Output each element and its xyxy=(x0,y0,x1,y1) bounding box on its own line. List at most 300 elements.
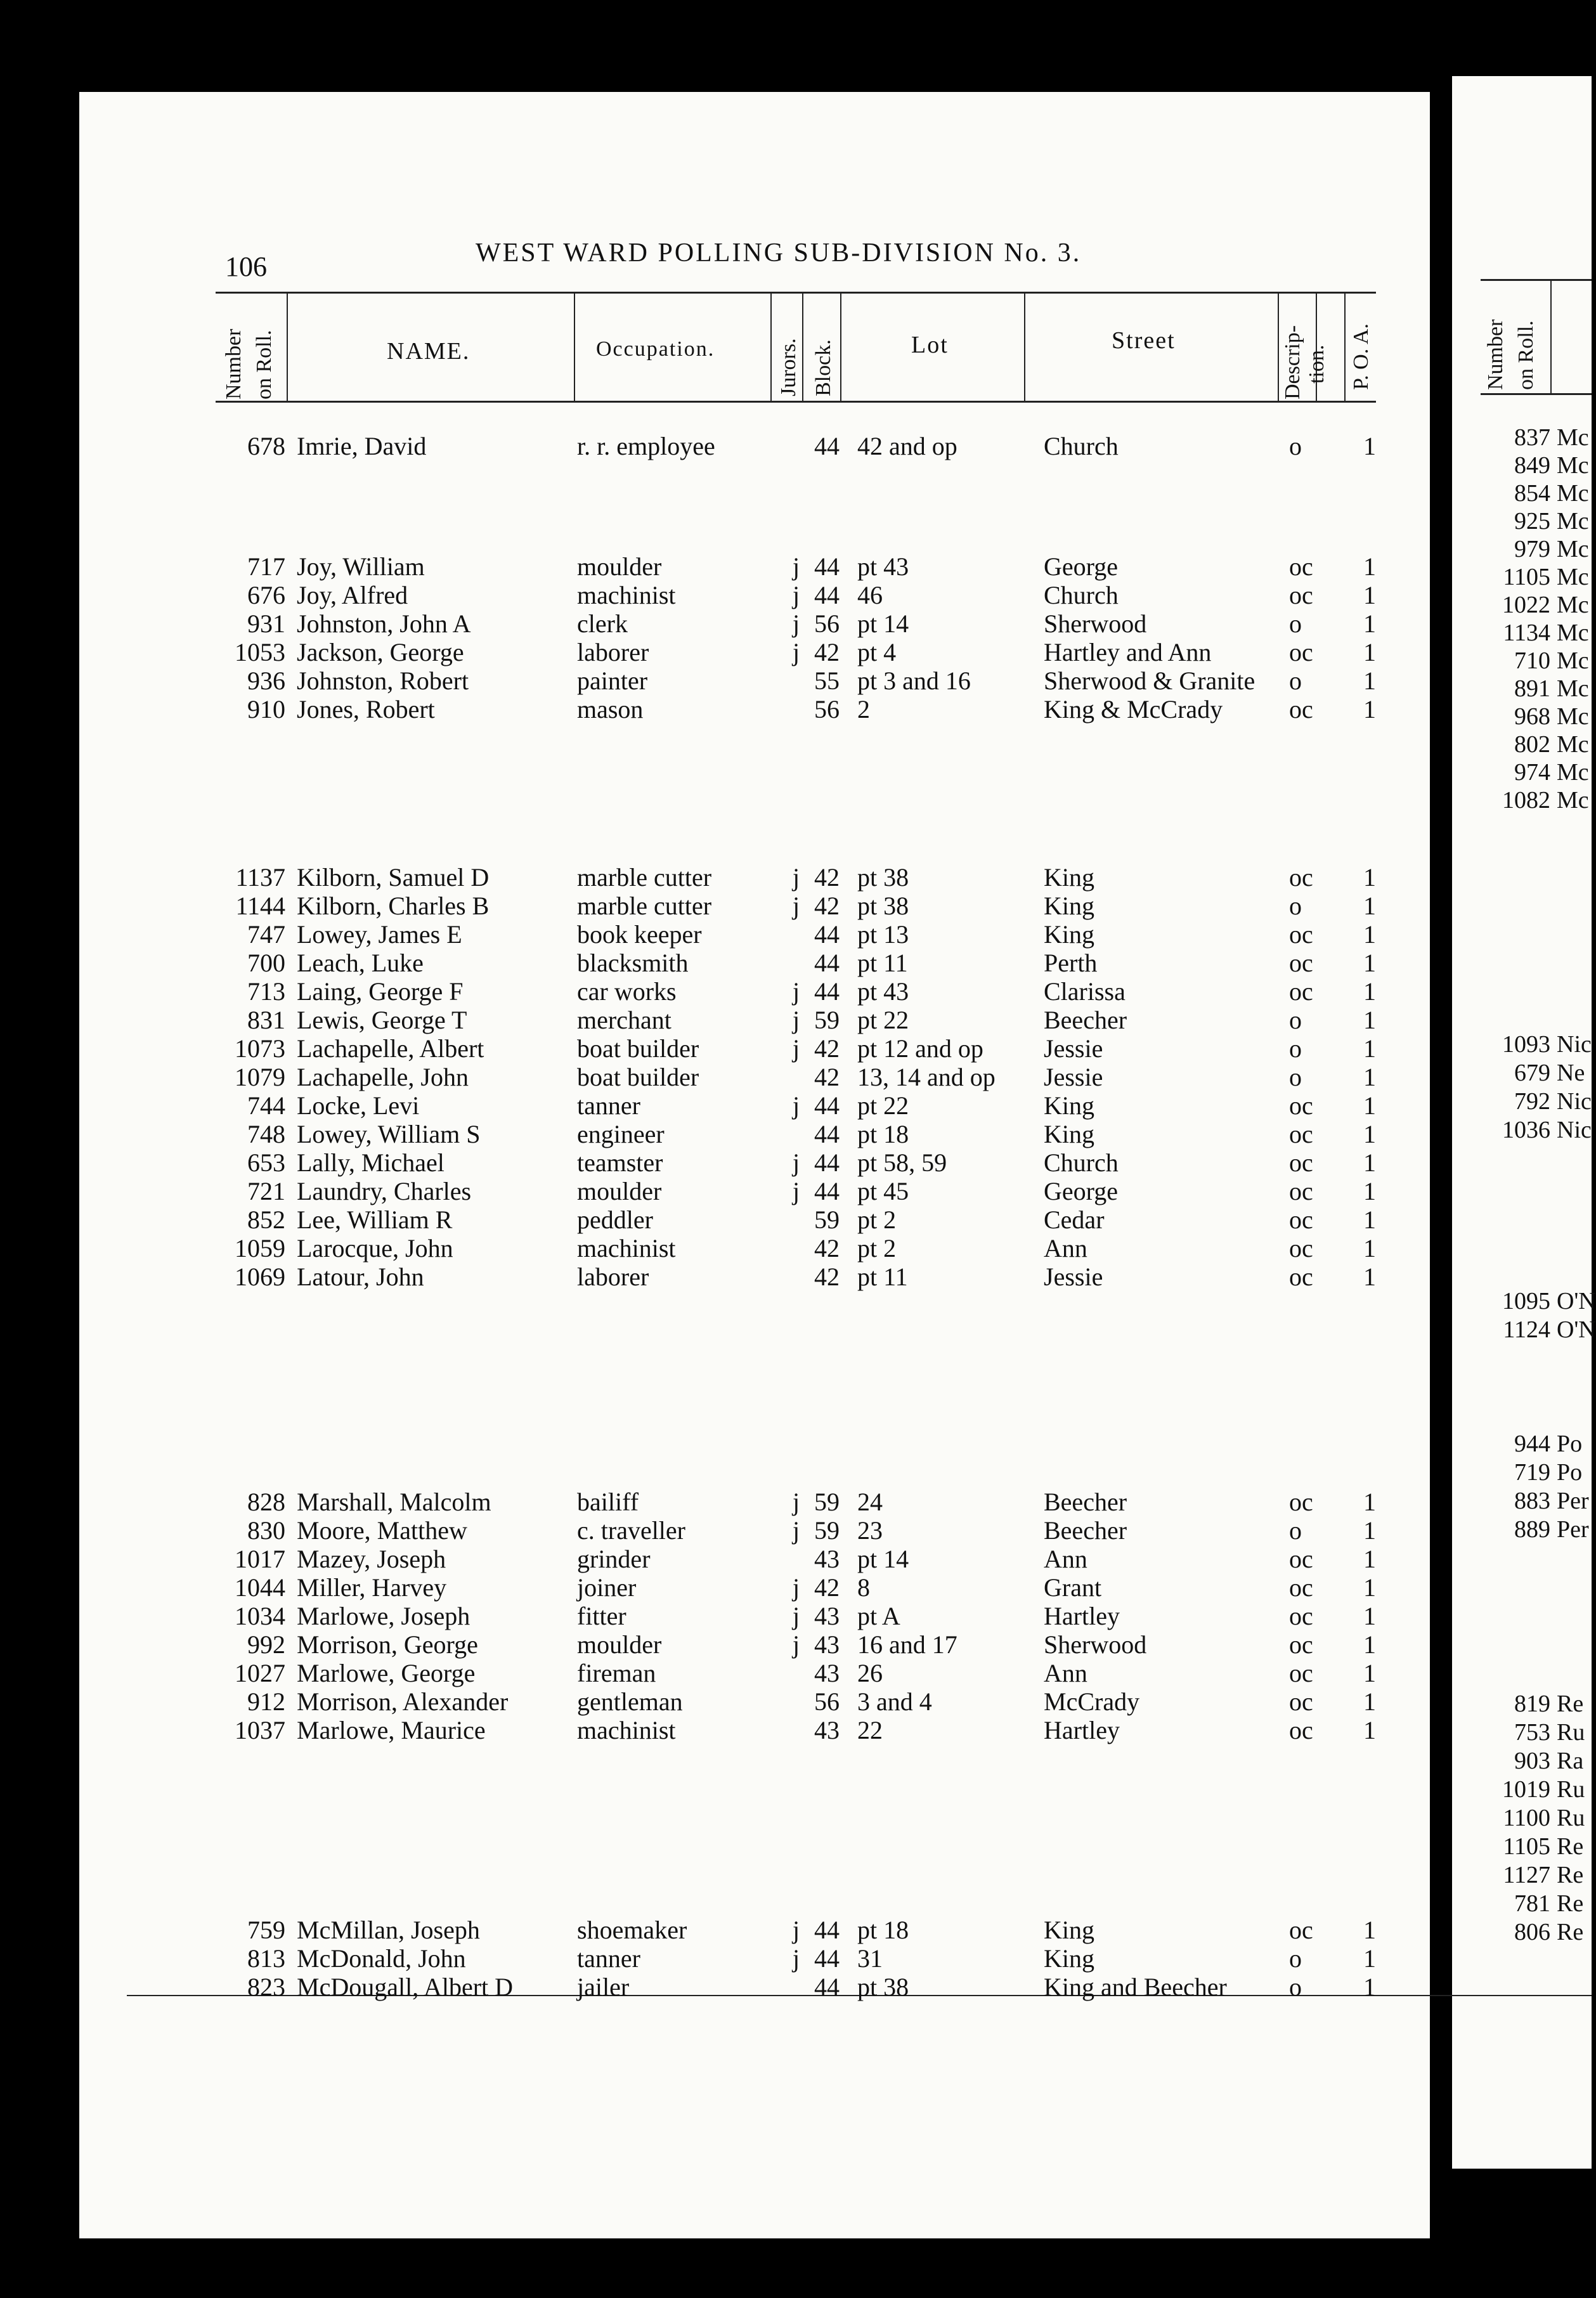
cell-blk: 44 xyxy=(814,1091,840,1120)
cell-num: 747 xyxy=(247,920,285,949)
cell-occ: peddler xyxy=(577,1205,653,1234)
cell-jur: j xyxy=(793,1034,800,1063)
cell-lot: pt 18 xyxy=(857,1120,909,1148)
cell-num: 910 xyxy=(247,695,285,724)
cell-street: King and Beecher xyxy=(1044,1973,1227,2001)
cell-poa: 1 xyxy=(1363,695,1376,724)
cell-occ: boat builder xyxy=(577,1034,699,1063)
cell-name: Jones, Robert xyxy=(297,695,435,724)
right-entry-name: Re xyxy=(1557,1833,1584,1860)
cell-blk: 56 xyxy=(814,695,840,724)
header-poa: P. O. A. xyxy=(1349,323,1373,390)
cell-occ: moulder xyxy=(577,1177,662,1205)
cell-street: Ann xyxy=(1044,1545,1087,1573)
cell-name: Mazey, Joseph xyxy=(297,1545,446,1573)
right-entry-number: 679 xyxy=(1514,1060,1550,1086)
right-entry-number: 889 xyxy=(1514,1516,1550,1543)
cell-num: 813 xyxy=(247,1944,285,1973)
cell-desc: o xyxy=(1289,1973,1302,2001)
cell-blk: 44 xyxy=(814,552,840,581)
cell-lot: 24 xyxy=(857,1488,883,1516)
cell-poa: 1 xyxy=(1363,1973,1376,2001)
cell-desc: o xyxy=(1289,432,1302,460)
cell-blk: 43 xyxy=(814,1659,840,1687)
table-row xyxy=(0,1176,1382,1205)
header-street: Street xyxy=(1112,327,1176,354)
cell-lot: 2 xyxy=(857,695,870,724)
cell-jur: j xyxy=(793,581,800,609)
table-row xyxy=(0,977,1382,1006)
cell-blk: 43 xyxy=(814,1716,840,1744)
cell-occ: fitter xyxy=(577,1602,626,1630)
right-entry-name: Mc xyxy=(1557,452,1589,479)
header-bottom-rule xyxy=(216,401,1376,403)
cell-poa: 1 xyxy=(1363,1263,1376,1291)
cell-lot: pt 11 xyxy=(857,949,908,977)
cell-street: George xyxy=(1044,1177,1118,1205)
cell-poa: 1 xyxy=(1363,892,1376,920)
cell-poa: 1 xyxy=(1363,1716,1376,1744)
right-entry-name: Mc xyxy=(1557,787,1589,814)
header-jurors: Jurors. xyxy=(777,338,800,396)
cell-num: 713 xyxy=(247,977,285,1006)
right-entry-name: Mc xyxy=(1557,620,1589,646)
cell-desc: o xyxy=(1289,1006,1302,1034)
cell-desc: oc xyxy=(1289,949,1313,977)
cell-lot: pt 45 xyxy=(857,1177,909,1205)
right-entry-number: 1134 xyxy=(1503,620,1550,646)
cell-poa: 1 xyxy=(1363,1091,1376,1120)
right-entry-name: Nic xyxy=(1557,1117,1592,1143)
cell-blk: 42 xyxy=(814,1063,840,1091)
cell-poa: 1 xyxy=(1363,1659,1376,1687)
cell-blk: 42 xyxy=(814,892,840,920)
right-entry-number: 837 xyxy=(1514,424,1550,451)
cell-blk: 44 xyxy=(814,581,840,609)
table-row xyxy=(0,1034,1382,1063)
cell-occ: machinist xyxy=(577,1234,676,1263)
cell-num: 744 xyxy=(247,1091,285,1120)
cell-name: Larocque, John xyxy=(297,1234,453,1263)
cell-blk: 44 xyxy=(814,949,840,977)
cell-name: Laundry, Charles xyxy=(297,1177,472,1205)
right-entry-number: 883 xyxy=(1514,1488,1550,1514)
right-entry-name: Per xyxy=(1557,1488,1589,1514)
cell-jur: j xyxy=(793,1516,800,1545)
cell-jur: j xyxy=(793,1630,800,1659)
cell-num: 852 xyxy=(247,1205,285,1234)
cell-name: Marlowe, George xyxy=(297,1659,476,1687)
table-row xyxy=(0,1544,1382,1573)
cell-lot: 26 xyxy=(857,1659,883,1687)
cell-street: Beecher xyxy=(1044,1006,1127,1034)
right-entry-name: Ru xyxy=(1557,1719,1585,1746)
cell-street: Grant xyxy=(1044,1573,1102,1602)
cell-lot: pt 11 xyxy=(857,1263,908,1291)
cell-lot: 16 and 17 xyxy=(857,1630,957,1659)
cell-desc: oc xyxy=(1289,1488,1313,1516)
cell-occ: marble cutter xyxy=(577,892,712,920)
cell-num: 678 xyxy=(247,432,285,460)
cell-blk: 43 xyxy=(814,1602,840,1630)
header-occupation: Occupation. xyxy=(596,337,715,361)
right-entry-number: 979 xyxy=(1514,536,1550,562)
cell-blk: 42 xyxy=(814,1263,840,1291)
cell-jur: j xyxy=(793,1006,800,1034)
table-row xyxy=(0,609,1382,638)
right-entry-number: 1105 xyxy=(1503,1833,1550,1860)
cell-desc: oc xyxy=(1289,1573,1313,1602)
cell-desc: oc xyxy=(1289,581,1313,609)
cell-poa: 1 xyxy=(1363,1573,1376,1602)
cell-occ: merchant xyxy=(577,1006,671,1034)
cell-occ: mason xyxy=(577,695,644,724)
cell-lot: pt 38 xyxy=(857,863,909,892)
right-entry-name: Nic xyxy=(1557,1088,1592,1115)
right-entry-number: 1127 xyxy=(1503,1862,1550,1888)
cell-name: Morrison, George xyxy=(297,1630,478,1659)
right-entry-name: Mc xyxy=(1557,703,1589,730)
cell-desc: oc xyxy=(1289,1120,1313,1148)
cell-blk: 59 xyxy=(814,1488,840,1516)
right-entry-name: Ra xyxy=(1557,1748,1584,1774)
header-name: NAME. xyxy=(387,338,470,365)
right-entry-number: 792 xyxy=(1514,1088,1550,1115)
cell-occ: r. r. employee xyxy=(577,432,715,460)
cell-desc: o xyxy=(1289,609,1302,638)
cell-lot: pt 2 xyxy=(857,1205,897,1234)
cell-occ: engineer xyxy=(577,1120,665,1148)
cell-jur: j xyxy=(793,1148,800,1177)
table-row xyxy=(0,1262,1382,1291)
table-row xyxy=(0,666,1382,695)
right-entry-number: 1093 xyxy=(1502,1031,1550,1058)
cell-street: Church xyxy=(1044,1148,1119,1177)
cell-poa: 1 xyxy=(1363,863,1376,892)
cell-occ: laborer xyxy=(577,1263,649,1291)
cell-occ: boat builder xyxy=(577,1063,699,1091)
header-block: Block. xyxy=(812,339,835,396)
cell-num: 1059 xyxy=(235,1234,285,1263)
right-entry-name: Per xyxy=(1557,1516,1589,1543)
cell-desc: oc xyxy=(1289,638,1313,666)
cell-street: King xyxy=(1044,1944,1094,1973)
right-entry-name: Re xyxy=(1557,1862,1584,1888)
cell-name: Morrison, Alexander xyxy=(297,1687,509,1716)
cell-num: 828 xyxy=(247,1488,285,1516)
cell-poa: 1 xyxy=(1363,432,1376,460)
cell-blk: 42 xyxy=(814,1234,840,1263)
cell-name: McMillan, Joseph xyxy=(297,1916,480,1944)
cell-blk: 44 xyxy=(814,1944,840,1973)
cell-num: 1069 xyxy=(235,1263,285,1291)
cell-desc: oc xyxy=(1289,1177,1313,1205)
cell-jur: j xyxy=(793,1091,800,1120)
cell-name: Lowey, William S xyxy=(297,1120,481,1148)
cell-lot: pt 3 and 16 xyxy=(857,666,971,695)
cell-street: King xyxy=(1044,920,1094,949)
cell-street: Clarissa xyxy=(1044,977,1126,1006)
cell-poa: 1 xyxy=(1363,1687,1376,1716)
cell-blk: 59 xyxy=(814,1006,840,1034)
cell-poa: 1 xyxy=(1363,977,1376,1006)
cell-desc: oc xyxy=(1289,1091,1313,1120)
cell-poa: 1 xyxy=(1363,1545,1376,1573)
cell-lot: 23 xyxy=(857,1516,883,1545)
right-entry-number: 1124 xyxy=(1503,1316,1550,1343)
cell-occ: machinist xyxy=(577,581,676,609)
cell-desc: oc xyxy=(1289,1234,1313,1263)
cell-lot: pt 18 xyxy=(857,1916,909,1944)
right-entry-name: Mc xyxy=(1557,564,1589,590)
cell-num: 653 xyxy=(247,1148,285,1177)
cell-desc: o xyxy=(1289,666,1302,695)
cell-num: 1144 xyxy=(235,892,285,920)
cell-num: 931 xyxy=(247,609,285,638)
cell-name: Kilborn, Charles B xyxy=(297,892,490,920)
right-entry-name: Mc xyxy=(1557,647,1589,674)
table-row xyxy=(0,1715,1382,1744)
cell-occ: laborer xyxy=(577,638,649,666)
right-entry-number: 849 xyxy=(1514,452,1550,479)
cell-name: McDonald, John xyxy=(297,1944,466,1973)
cell-name: Marshall, Malcolm xyxy=(297,1488,491,1516)
right-entry-number: 719 xyxy=(1514,1459,1550,1486)
cell-desc: oc xyxy=(1289,1602,1313,1630)
cell-jur: j xyxy=(793,1602,800,1630)
cell-street: Sherwood xyxy=(1044,609,1147,638)
cell-num: 1027 xyxy=(235,1659,285,1687)
cell-street: McCrady xyxy=(1044,1687,1140,1716)
header-description-2: tion. xyxy=(1305,344,1328,384)
cell-blk: 59 xyxy=(814,1205,840,1234)
cell-desc: o xyxy=(1289,1034,1302,1063)
right-entry-number: 1095 xyxy=(1502,1288,1550,1315)
cell-desc: oc xyxy=(1289,920,1313,949)
cell-name: Laing, George F xyxy=(297,977,464,1006)
table-row xyxy=(0,1915,1382,1944)
right-entry-name: Po xyxy=(1557,1431,1583,1457)
cell-lot: pt A xyxy=(857,1602,900,1630)
cell-num: 721 xyxy=(247,1177,285,1205)
cell-blk: 44 xyxy=(814,1177,840,1205)
cell-blk: 44 xyxy=(814,1120,840,1148)
table-row xyxy=(0,1516,1382,1545)
cell-poa: 1 xyxy=(1363,1234,1376,1263)
cell-street: Hartley xyxy=(1044,1602,1120,1630)
cell-name: Marlowe, Maurice xyxy=(297,1716,486,1744)
right-entry-name: Re xyxy=(1557,1919,1584,1945)
cell-street: Beecher xyxy=(1044,1488,1127,1516)
cell-num: 700 xyxy=(247,949,285,977)
cell-jur: j xyxy=(793,552,800,581)
table-row xyxy=(0,552,1382,581)
cell-jur: j xyxy=(793,638,800,666)
right-entry-number: 819 xyxy=(1514,1691,1550,1717)
right-entry-number: 710 xyxy=(1514,647,1550,674)
cell-num: 676 xyxy=(247,581,285,609)
cell-poa: 1 xyxy=(1363,1516,1376,1545)
cell-occ: book keeper xyxy=(577,920,702,949)
cell-poa: 1 xyxy=(1363,609,1376,638)
cell-desc: o xyxy=(1289,1944,1302,1973)
cell-poa: 1 xyxy=(1363,1944,1376,1973)
right-entry-name: Mc xyxy=(1557,759,1589,786)
table-row xyxy=(0,1487,1382,1516)
cell-occ: shoemaker xyxy=(577,1916,687,1944)
cell-blk: 44 xyxy=(814,920,840,949)
right-entry-name: Mc xyxy=(1557,480,1589,507)
cell-lot: pt 14 xyxy=(857,1545,909,1573)
cell-poa: 1 xyxy=(1363,1630,1376,1659)
cell-blk: 43 xyxy=(814,1630,840,1659)
cell-desc: oc xyxy=(1289,863,1313,892)
cell-occ: jailer xyxy=(577,1973,630,2001)
right-entry-number: 1036 xyxy=(1502,1117,1550,1143)
right-entry-number: 974 xyxy=(1514,759,1550,786)
cell-poa: 1 xyxy=(1363,1148,1376,1177)
cell-lot: pt 38 xyxy=(857,892,909,920)
table-row xyxy=(0,1005,1382,1034)
cell-num: 831 xyxy=(247,1006,285,1034)
table-row xyxy=(0,1687,1382,1716)
right-entry-number: 1100 xyxy=(1503,1805,1550,1831)
cell-poa: 1 xyxy=(1363,1602,1376,1630)
cell-lot: 22 xyxy=(857,1716,883,1744)
cell-lot: pt 12 and op xyxy=(857,1034,983,1063)
table-row xyxy=(0,1630,1382,1659)
right-entry-number: 925 xyxy=(1514,508,1550,535)
cell-num: 823 xyxy=(247,1973,285,2001)
cell-desc: o xyxy=(1289,892,1302,920)
cell-blk: 56 xyxy=(814,609,840,638)
cell-blk: 55 xyxy=(814,666,840,695)
cell-lot: pt 38 xyxy=(857,1973,909,2001)
cell-occ: clerk xyxy=(577,609,628,638)
cell-poa: 1 xyxy=(1363,552,1376,581)
table-row xyxy=(0,580,1382,609)
cell-occ: car works xyxy=(577,977,677,1006)
right-entry-name: Ne xyxy=(1557,1060,1585,1086)
right-entry-number: 968 xyxy=(1514,703,1550,730)
cell-jur: j xyxy=(793,863,800,892)
cell-desc: oc xyxy=(1289,695,1313,724)
cell-desc: o xyxy=(1289,1063,1302,1091)
header-lot: Lot xyxy=(911,332,949,358)
cell-poa: 1 xyxy=(1363,1488,1376,1516)
cell-lot: 3 and 4 xyxy=(857,1687,932,1716)
table-row xyxy=(0,1062,1382,1091)
cell-street: George xyxy=(1044,552,1118,581)
cell-name: Joy, William xyxy=(297,552,425,581)
right-entry-name: Nic xyxy=(1557,1031,1592,1058)
cell-occ: grinder xyxy=(577,1545,651,1573)
cell-blk: 42 xyxy=(814,638,840,666)
header-on-roll: on Roll. xyxy=(252,330,276,399)
cell-name: Lewis, George T xyxy=(297,1006,467,1034)
cell-street: Ann xyxy=(1044,1234,1087,1263)
cell-desc: oc xyxy=(1289,1148,1313,1177)
cell-jur: j xyxy=(793,977,800,1006)
cell-poa: 1 xyxy=(1363,1177,1376,1205)
cell-num: 748 xyxy=(247,1120,285,1148)
right-entry-name: O'N xyxy=(1557,1288,1596,1315)
right-entry-number: 1019 xyxy=(1502,1776,1550,1803)
cell-desc: oc xyxy=(1289,1716,1313,1744)
cell-lot: pt 22 xyxy=(857,1091,909,1120)
right-entry-name: Mc xyxy=(1557,592,1589,618)
cell-name: Johnston, Robert xyxy=(297,666,469,695)
cell-name: Marlowe, Joseph xyxy=(297,1602,470,1630)
cell-occ: moulder xyxy=(577,552,662,581)
table-row xyxy=(0,1119,1382,1148)
cell-street: Perth xyxy=(1044,949,1098,977)
cell-lot: pt 2 xyxy=(857,1234,897,1263)
cell-num: 717 xyxy=(247,552,285,581)
cell-name: Leach, Luke xyxy=(297,949,424,977)
cell-blk: 44 xyxy=(814,1916,840,1944)
cell-street: Hartley xyxy=(1044,1716,1120,1744)
right-entry-name: Mc xyxy=(1557,536,1589,562)
cell-occ: joiner xyxy=(577,1573,637,1602)
right-entry-number: 753 xyxy=(1514,1719,1550,1746)
cell-occ: marble cutter xyxy=(577,863,712,892)
cell-name: Moore, Matthew xyxy=(297,1516,467,1545)
cell-desc: oc xyxy=(1289,1916,1313,1944)
table-row xyxy=(0,1658,1382,1687)
right-entry-number: 802 xyxy=(1514,731,1550,758)
cell-name: McDougall, Albert D xyxy=(297,1973,514,2001)
cell-poa: 1 xyxy=(1363,1205,1376,1234)
cell-jur: j xyxy=(793,609,800,638)
cell-desc: oc xyxy=(1289,1687,1313,1716)
cell-street: King xyxy=(1044,892,1094,920)
cell-name: Locke, Levi xyxy=(297,1091,420,1120)
table-row xyxy=(0,431,1382,460)
right-entry-name: Re xyxy=(1557,1890,1584,1917)
cell-jur: j xyxy=(793,1916,800,1944)
header-description: Descrip- xyxy=(1281,325,1304,399)
cell-occ: blacksmith xyxy=(577,949,689,977)
cell-blk: 42 xyxy=(814,1034,840,1063)
cell-occ: gentleman xyxy=(577,1687,683,1716)
cell-blk: 43 xyxy=(814,1545,840,1573)
table-row xyxy=(0,1233,1382,1263)
cell-street: Jessie xyxy=(1044,1034,1103,1063)
cell-desc: oc xyxy=(1289,977,1313,1006)
cell-occ: teamster xyxy=(577,1148,663,1177)
cell-num: 1079 xyxy=(235,1063,285,1091)
cell-desc: oc xyxy=(1289,1205,1313,1234)
cell-desc: oc xyxy=(1289,1659,1313,1687)
cell-num: 912 xyxy=(247,1687,285,1716)
cell-jur: j xyxy=(793,1944,800,1973)
cell-lot: 31 xyxy=(857,1944,883,1973)
table-row xyxy=(0,891,1382,920)
cell-blk: 44 xyxy=(814,432,840,460)
cell-street: Sherwood xyxy=(1044,1630,1147,1659)
right-entry-number: 944 xyxy=(1514,1431,1550,1457)
cell-desc: oc xyxy=(1289,552,1313,581)
right-entry-number: 1082 xyxy=(1502,787,1550,814)
cell-blk: 59 xyxy=(814,1516,840,1545)
cell-name: Miller, Harvey xyxy=(297,1573,447,1602)
cell-street: Sherwood & Granite xyxy=(1044,666,1255,695)
cell-num: 1073 xyxy=(235,1034,285,1063)
cell-lot: pt 58, 59 xyxy=(857,1148,947,1177)
table-row xyxy=(0,1944,1382,1973)
right-entry-number: 806 xyxy=(1514,1919,1550,1945)
